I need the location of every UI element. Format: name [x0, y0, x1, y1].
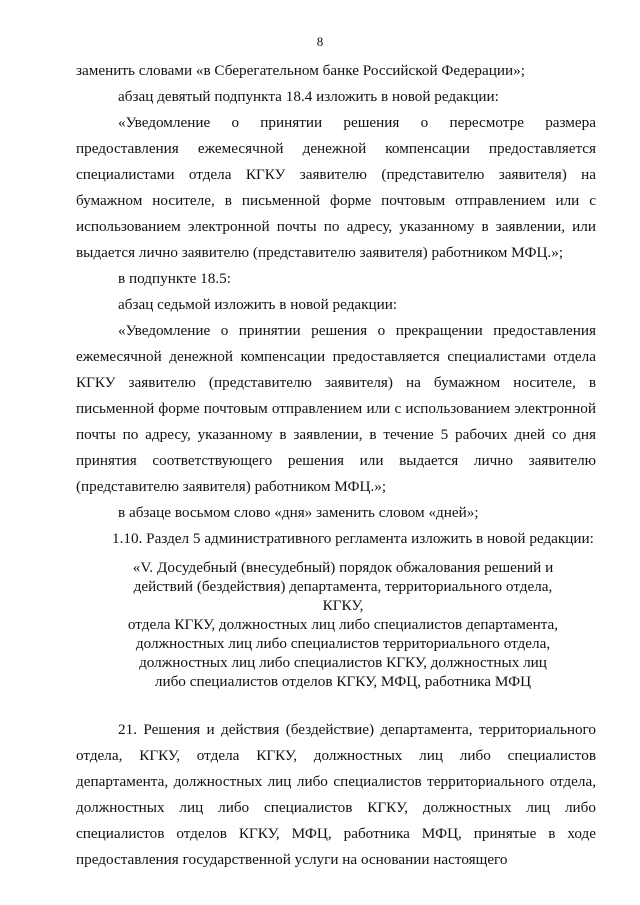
- document-body: [76, 58, 596, 873]
- paragraph-subclause-18-5: в подпункте 18.5:: [118, 270, 231, 287]
- paragraph-amend-18-4: абзац девятый подпункта 18.4 изложить в новой редакции:: [118, 88, 499, 105]
- paragraph-item-1-10: 1.10. Раздел 5 административного регламента изложить в новой редакции:: [112, 530, 594, 547]
- paragraph-quote-review-notice: «Уведомление о принятии решения о пересмотре размера предоставления ежемесячной денежной компенсации предоставляется специалистами отдела КГКУ заявителю (представителю заявителя) на бумажном носителе, в письменной форме почтовым отправлением или с использованием электронной почты по адресу, указанному в заявлении, или выдается лично заявителю (представителю заявителя) работником МФЦ.»;: [76, 114, 596, 261]
- section-heading: [76, 558, 596, 691]
- section-heading-line: «V. Досудебный (внесудебный) порядок обжалования решений и: [132, 559, 554, 576]
- paragraph-clause-21: 21. Решения и действия (бездействие) департамента, территориального отдела, КГКУ, отдела КГКУ, должностных лиц либо специалистов департамента, должностных лиц либо специалистов территориального отдела, должностных лиц либо специалистов КГКУ, должностных лиц либо специалистов отделов КГКУ, МФЦ, работника МФЦ, принятые в ходе предоставления государственной услуги на основании настоящего: [76, 721, 596, 868]
- section-heading-line: должностных лиц либо специалистов КГКУ, должностных лиц: [139, 654, 547, 671]
- paragraph-eighth-amend: в абзаце восьмом слово «дня» заменить словом «дней»;: [118, 504, 479, 521]
- section-heading-line: отдела КГКУ, должностных лиц либо специалистов департамента,: [127, 616, 559, 633]
- paragraph-replace-words: заменить словами «в Сберегательном банке Российской Федерации»;: [76, 62, 525, 79]
- section-heading-line: должностных лиц либо специалистов территориального отдела,: [135, 635, 551, 652]
- page-number: 8: [316, 34, 324, 49]
- section-heading-line: действий (бездействия) департамента, территориального отдела, КГКУ,: [133, 578, 553, 614]
- paragraph-amend-seventh: абзац седьмой изложить в новой редакции:: [118, 296, 398, 313]
- section-heading-line: либо специалистов отделов КГКУ, МФЦ, работника МФЦ: [154, 673, 532, 690]
- paragraph-quote-termination-notice: «Уведомление о принятии решения о прекращении предоставления ежемесячной денежной компенсации предоставляется специалистами отдела КГКУ заявителю (представителю заявителя) на бумажном носителе, в письменной форме почтовым отправлением или с использованием электронной почты по адресу, указанному в заявлении, в течение 5 рабочих дней со дня принятия соответствующего решения или выдается лично заявителю (представителю заявителя) работником МФЦ.»;: [76, 322, 596, 495]
